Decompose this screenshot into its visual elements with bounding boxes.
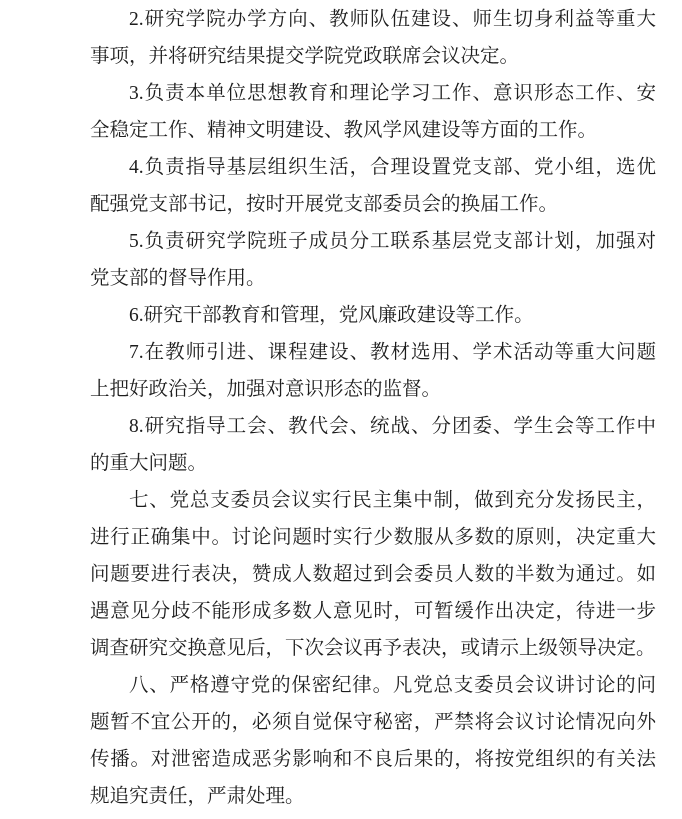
text-line: 的重大问题。	[90, 453, 208, 474]
text-line: 遇意见分歧不能形成多数人意见时，可暂缓作出决定，待进一步	[90, 601, 656, 622]
paragraph	[90, 482, 656, 667]
paragraph	[90, 223, 656, 297]
text-line: 全稳定工作、精神文明建设、教风学风建设等方面的工作。	[90, 120, 598, 141]
text-line: 进行正确集中。讨论问题时实行少数服从多数的原则，决定重大	[90, 527, 656, 548]
text-line: 调查研究交换意见后，下次会议再予表决，或请示上级领导决定。	[90, 638, 656, 659]
text-line: 传播。对泄密造成恶劣影响和不良后果的，将按党组织的有关法	[90, 749, 656, 770]
text-line: 4.负责指导基层组织生活，合理设置党支部、党小组，选优	[129, 157, 656, 178]
text-line: 事项，并将研究结果提交学院党政联席会议决定。	[90, 46, 520, 67]
text-line: 3.负责本单位思想教育和理论学习工作、意识形态工作、安	[129, 83, 656, 104]
text-line: 2.研究学院办学方向、教师队伍建设、师生切身利益等重大	[129, 9, 656, 30]
paragraph	[90, 667, 656, 815]
text-line: 5.负责研究学院班子成员分工联系基层党支部计划，加强对	[129, 231, 656, 252]
paragraph	[90, 334, 656, 408]
paragraph	[90, 1, 656, 75]
text-line: 7.在教师引进、课程建设、教材选用、学术活动等重大问题	[129, 342, 656, 363]
text-line: 七、党总支委员会议实行民主集中制，做到充分发扬民主，	[129, 490, 656, 511]
paragraph	[90, 408, 656, 482]
text-line: 配强党支部书记，按时开展党支部委员会的换届工作。	[90, 194, 559, 215]
text-line: 规追究责任，严肃处理。	[90, 786, 305, 807]
text-line: 八、严格遵守党的保密纪律。凡党总支委员会议讲讨论的问	[129, 675, 656, 696]
paragraph	[90, 297, 656, 334]
text-line: 问题要进行表决，赞成人数超过到会委员人数的半数为通过。如	[90, 564, 656, 585]
text-line: 8.研究指导工会、教代会、统战、分团委、学生会等工作中	[129, 416, 656, 437]
paragraph	[90, 75, 656, 149]
text-line: 6.研究干部教育和管理，党风廉政建设等工作。	[129, 305, 534, 326]
text-line: 党支部的督导作用。	[90, 268, 266, 289]
text-line: 上把好政治关，加强对意识形态的监督。	[90, 379, 442, 400]
text-line: 题暂不宜公开的，必须自觉保守秘密，严禁将会议讨论情况向外	[90, 712, 656, 733]
paragraph	[90, 149, 656, 223]
